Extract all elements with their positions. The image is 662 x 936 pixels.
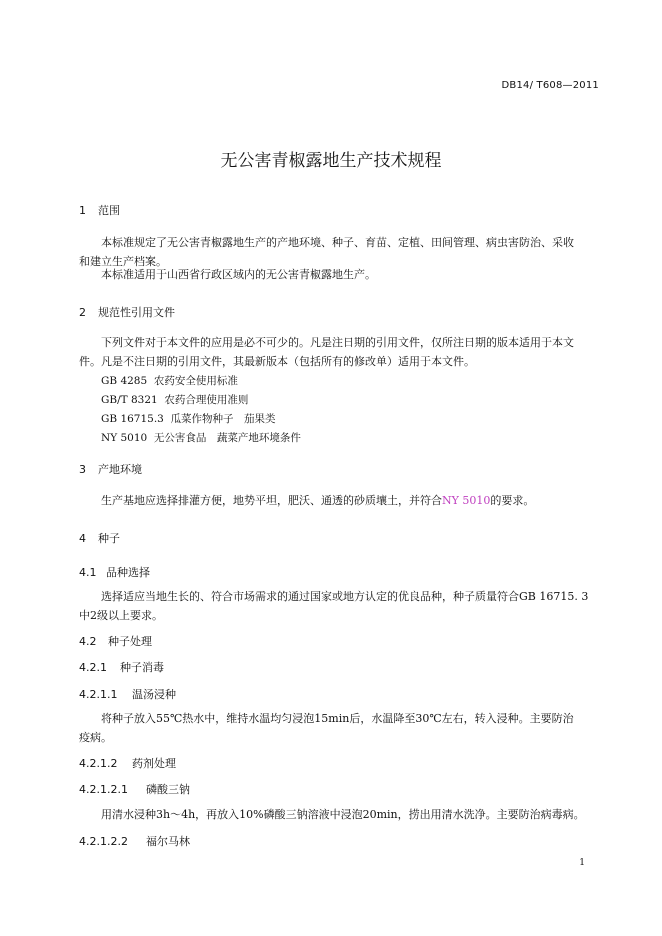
text-line: 本标准规定了无公害青椒露地生产的产地环境、种子、育苗、定植、田间管理、病虫害防治、采收 (101, 236, 574, 249)
section-title: 福尔马林 (146, 835, 190, 848)
section-number: 4.2.1.2 (79, 757, 118, 770)
section-4-2-1-2-2-heading (79, 833, 190, 849)
section-4-2-heading (79, 633, 152, 649)
reference-item: GB/T 8321 农药合理使用准则 (101, 394, 249, 406)
section-title: 范围 (98, 204, 120, 217)
text-line: 选择适应当地生长的、符合市场需求的通过国家或地方认定的优良品种，种子质量符合GB 16715. 3 (101, 590, 589, 603)
section-title: 种子消毒 (120, 661, 164, 674)
variety-paragraph (79, 587, 619, 625)
references-intro (79, 333, 607, 371)
text-line: 件。凡是不注日期的引用文件，其最新版本（包括所有的修改单）适用于本文件。 (79, 355, 475, 368)
reference-item: NY 5010 无公害食品 蔬菜产地环境条件 (101, 432, 301, 444)
section-title: 磷酸三钠 (146, 783, 190, 796)
text-line: 中2级以上要求。 (79, 609, 163, 622)
hot-water-soak-paragraph (79, 709, 607, 747)
standard-reference-link[interactable]: NY 5010 (442, 494, 491, 507)
reference-list (101, 372, 301, 448)
section-number: 4.2.1.2.2 (79, 835, 128, 848)
section-4-2-1-heading (79, 659, 164, 675)
section-4-1-heading (79, 564, 150, 580)
text-line: 和建立生产档案。 (79, 255, 167, 268)
section-title: 品种选择 (106, 566, 150, 579)
reference-item: GB 16715.3 瓜菜作物种子 茄果类 (101, 413, 276, 425)
text-line: 将种子放入55℃热水中，维持水温均匀浸泡15min后，水温降至30℃左右，转入浸种。主要防治 (101, 712, 574, 725)
section-number: 4.2.1.1 (79, 688, 118, 701)
section-number: 4.2.1.2.1 (79, 783, 128, 796)
scope-paragraph-2: 本标准适用于山西省行政区域内的无公害青椒露地生产。 (101, 268, 376, 281)
document-title: 无公害青椒露地生产技术规程 (220, 151, 442, 171)
section-title: 温汤浸种 (132, 688, 176, 701)
section-title: 种子 (98, 532, 120, 545)
text-line: 下列文件对于本文件的应用是必不可少的。凡是注日期的引用文件，仅所注日期的版本适用于本文 (101, 336, 574, 349)
section-4-heading (79, 530, 120, 546)
section-4-2-1-1-heading (79, 686, 176, 702)
section-number: 3 (79, 463, 86, 476)
environment-paragraph: 生产基地应选择排灌方便，地势平坦，肥沃、通透的砂质壤土，并符合NY 5010的要求。 (101, 494, 535, 507)
section-title: 产地环境 (98, 463, 142, 476)
section-1-heading (79, 202, 120, 218)
section-number: 1 (79, 204, 86, 217)
page-number: 1 (579, 858, 585, 868)
header-doc-number: DB14/ T608—2011 (501, 80, 599, 91)
section-number: 4.2.1 (79, 661, 107, 674)
section-2-heading (79, 304, 175, 320)
section-number: 4.1 (79, 566, 97, 579)
section-title: 种子处理 (108, 635, 152, 648)
reference-item: GB 4285 农药安全使用标准 (101, 375, 238, 387)
section-number: 4 (79, 532, 86, 545)
section-title: 药剂处理 (132, 757, 176, 770)
section-title: 规范性引用文件 (98, 306, 175, 319)
section-3-heading (79, 461, 142, 477)
section-number: 2 (79, 306, 86, 319)
section-4-2-1-2-heading (79, 755, 176, 771)
section-4-2-1-2-1-heading (79, 781, 190, 797)
section-number: 4.2 (79, 635, 97, 648)
trisodium-phosphate-paragraph: 用清水浸种3h～4h，再放入10%磷酸三钠溶液中浸泡20min，捞出用清水洗净。主要防治病毒病。 (101, 808, 585, 821)
text-line: 疫病。 (79, 731, 112, 744)
